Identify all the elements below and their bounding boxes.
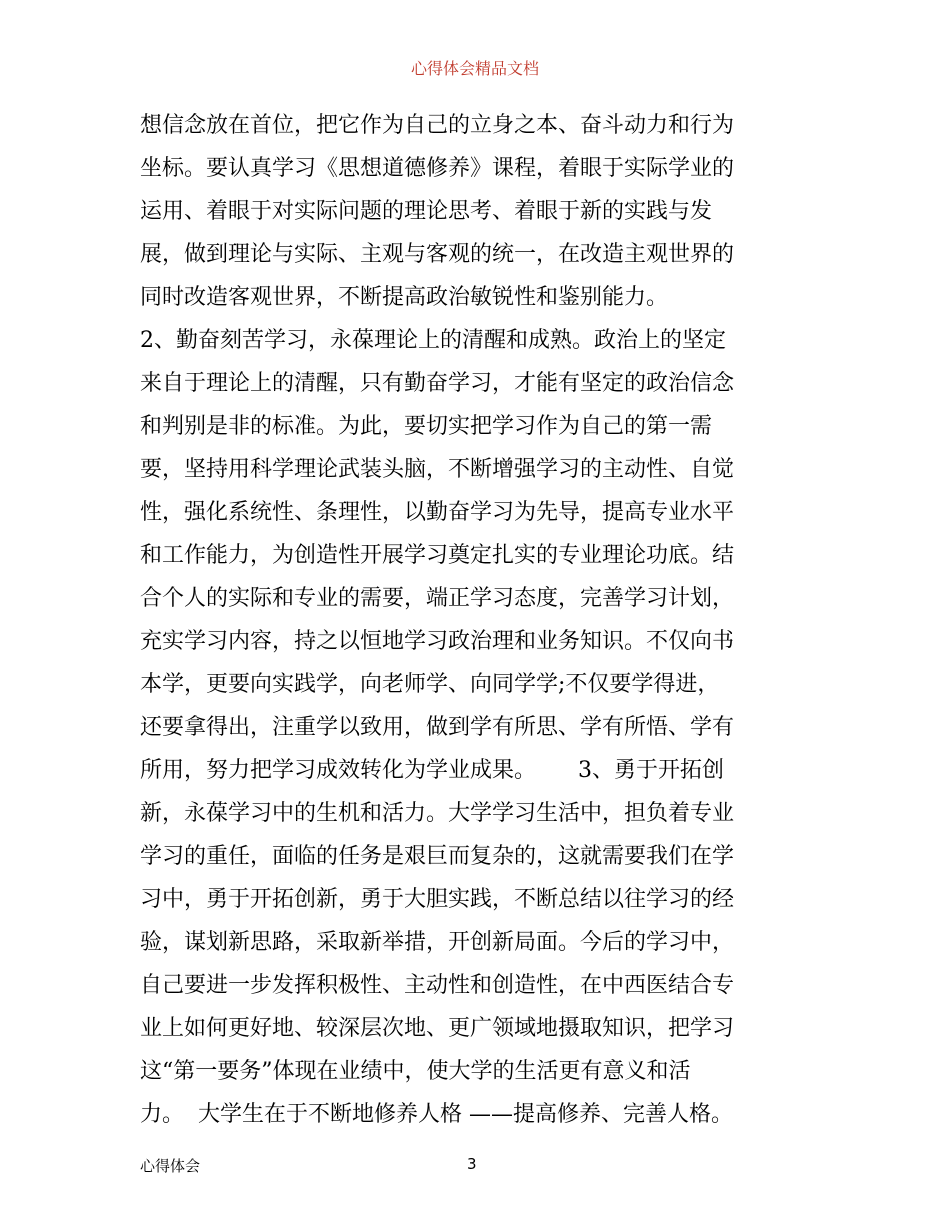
- body-line: 和工作能力，为创造性开展学习奠定扎实的专业理论功底。结: [140, 543, 735, 568]
- body-line: 合个人的实际和专业的需要，端正学习态度，完善学习计划，: [140, 586, 735, 611]
- body-line: 本学，更要向实践学，向老师学、向同学学;不仅要学得进，: [140, 672, 720, 697]
- body-line: 性，强化系统性、条理性，以勤奋学习为先导，提高专业水平: [140, 500, 735, 525]
- body-line: 充实学习内容，持之以恒地学习政治理和业务知识。不仅向书: [140, 629, 735, 654]
- document-body: [140, 104, 820, 1136]
- body-line: 习中，勇于开拓创新，勇于大胆实践，不断总结以往学习的经: [140, 887, 735, 912]
- document-header-title: 心得体会精品文档: [410, 59, 539, 78]
- body-line: 验，谋划新思路，采取新举措，开创新局面。今后的学习中，: [140, 930, 735, 955]
- body-line: 同时改造客观世界，不断提高政治敏锐性和鉴别能力。: [140, 285, 669, 310]
- body-line: 自己要进一步发挥积极性、主动性和创造性，在中西医结合专: [140, 973, 735, 998]
- body-line: 这“第一要务”体现在业绩中，使大学的生活更有意义和活: [140, 1059, 691, 1084]
- body-line: 要，坚持用科学理论武装头脑，不断增强学习的主动性、自觉: [140, 457, 735, 482]
- body-line: 新，永葆学习中的生机和活力。大学学习生活中，担负着专业: [140, 801, 735, 826]
- body-line: 还要拿得出，注重学以致用，做到学有所思、学有所悟、学有: [140, 715, 735, 740]
- footer-label: 心得体会: [140, 1157, 201, 1175]
- body-line: 学习的重任，面临的任务是艰巨而复杂的，这就需要我们在学: [140, 844, 735, 869]
- body-line: 想信念放在首位，把它作为自己的立身之本、奋斗动力和行为: [140, 113, 735, 138]
- body-line: 来自于理论上的清醒，只有勤奋学习，才能有坚定的政治信念: [140, 371, 735, 396]
- body-line: 所用，努力把学习成效转化为学业成果。 3、勇于开拓创: [140, 758, 724, 783]
- body-line: 和判别是非的标准。为此，要切实把学习作为自己的第一需: [140, 414, 713, 439]
- body-line: 坐标。要认真学习《思想道德修养》课程，着眼于实际学业的: [140, 156, 735, 181]
- body-line: 展，做到理论与实际、主观与客观的统一，在改造主观世界的: [140, 242, 735, 267]
- body-line: 业上如何更好地、较深层次地、更广领域地摄取知识，把学习: [140, 1016, 735, 1041]
- body-line: 2、勤奋刻苦学习，永葆理论上的清醒和成熟。政治上的坚定: [140, 328, 726, 353]
- page-number: 3: [467, 1155, 477, 1173]
- body-line: 力。 大学生在于不断地修养人格 ——提高修养、完善人格。: [140, 1102, 733, 1127]
- body-line: 运用、着眼于对实际问题的理论思考、着眼于新的实践与发: [140, 199, 713, 224]
